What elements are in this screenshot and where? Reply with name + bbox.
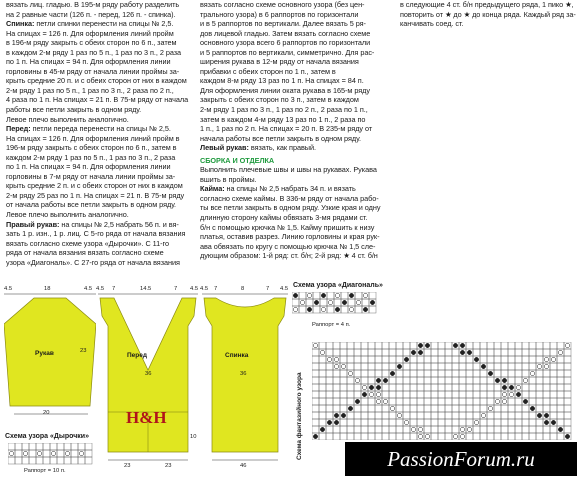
text-line: по 1 п. На спицах = 94 п. Для оформления линии xyxy=(6,57,171,67)
text-line: ширения рукава в 12-м ряду от начала вязания xyxy=(200,57,359,67)
front-measure-bot-left: 23 xyxy=(124,463,131,469)
text-line: ава обвязать по кругу с помощью крючка № 1,5 сле- xyxy=(200,241,376,251)
text-line: 4 раза по 1 п. На спицах = 21 п. В 75-м ряду от начала xyxy=(6,95,189,105)
text-line: основного узора всего 6 раппортов по горизонтали xyxy=(200,38,371,48)
sleeve-pattern xyxy=(4,290,96,426)
text-line: трального узора) в 6 раппортов по горизонтали xyxy=(200,9,359,19)
front-pattern xyxy=(96,290,200,470)
text-line: горловины в 7-м ряду от начала линии проймы за- xyxy=(6,171,176,181)
text-line: б/н с помощью крючка № 1,5. Кайму пришить к низу xyxy=(200,222,375,232)
text-line: канчивать соед. ст. xyxy=(400,19,464,29)
text-line: 196-м ряду закрыть с обеих сторон по 6 п., затем в xyxy=(6,143,177,153)
text-column-3 xyxy=(400,0,580,29)
front-measure-mid: 36 xyxy=(145,371,152,377)
dyrochki-rapport: Раппорт = 10 п. xyxy=(24,468,66,474)
sleeve-measure-right: 4.5 xyxy=(84,286,93,292)
text-line: зать 1 р. изн., 1 р. лиц. С 5-го ряда от начала вязания xyxy=(6,229,186,239)
back-measure-bottom: 46 xyxy=(240,463,247,469)
text-line: СБОРКА И ОТДЕЛКА xyxy=(200,155,275,165)
text-line: узора «Диагональ». С 27-го ряда от начала вязания xyxy=(6,257,180,267)
text-line: на 2 равные части (126 п. - перед, 126 п. - спинка). xyxy=(6,9,176,19)
text-line: ряда от начала вязания вязать согласно схеме xyxy=(6,248,164,258)
front-measure-1: 4.5 xyxy=(96,286,105,292)
text-line: каждом 8-м ряду 13 раз по 1 п. На спицах = 84 п. xyxy=(200,76,364,86)
text-line: платья, оставив разрез. Линию горловины и края рук- xyxy=(200,232,380,242)
back-label: Спинка xyxy=(225,352,249,359)
text-line: согласно схеме каймы. В 336-м ряду от начала рабо- xyxy=(200,193,379,203)
text-line: от начала работы все петли закрыть в одном ряду. xyxy=(6,200,177,210)
back-measure-1: 4.5 xyxy=(200,286,209,292)
text-line: 1 п., 1 раз по 2 п. На спицах = 20 п. В 235-м ряду от xyxy=(200,124,373,134)
back-measure-4: 7 xyxy=(266,286,270,292)
text-line: в следующие 4 ст. б/н предыдущего ряда, 1 пико ★, xyxy=(400,0,574,9)
text-line: Левый рукав: вязать, как правый. xyxy=(200,143,316,153)
text-line: работы все петли закрыть в одном ряду. xyxy=(6,105,142,115)
dyrochki-title: Схема узора «Дырочки» xyxy=(5,433,89,440)
text-line: Выполнить плечевые швы и швы на рукавах. Рукава xyxy=(200,165,377,175)
diagonal-rapport: Раппорт = 4 п. xyxy=(312,322,351,328)
text-line: прибавки с обеих сторон по 1 п., затем в xyxy=(200,66,336,76)
back-measure-2: 7 xyxy=(214,286,218,292)
sleeve-measure-top: 18 xyxy=(44,286,51,292)
text-line: 2-м ряду 25 раз по 1 п. На спицах = 21 п. В 75-м ряду xyxy=(6,190,185,200)
main-pattern-chart xyxy=(312,342,574,440)
text-line: вязать лиц. гладью. В 195-м ряду работу разделить xyxy=(6,0,180,9)
front-measure-5: 4.5 xyxy=(190,286,199,292)
text-line: Левое плечо выполнить аналогично. xyxy=(6,114,129,124)
text-line: повторить от ★ до ★ до конца ряда. Каждый ряд за- xyxy=(400,9,576,19)
text-line: горловины в 45-м ряду от начала линии проймы за- xyxy=(6,66,180,76)
front-measure-2: 7 xyxy=(112,286,116,292)
text-line: крыть средние 2 п. и с обеих сторон от них в каждом xyxy=(6,181,183,191)
front-measure-3: 14.5 xyxy=(140,286,152,292)
front-label: Перед xyxy=(127,352,147,359)
text-line: вязать согласно схеме основного узора (без цен- xyxy=(200,0,365,9)
text-line: вшить в проймы. xyxy=(200,174,257,184)
text-line: длинную сторону каймы обвязать 3-мя рядами ст. xyxy=(200,213,368,223)
diagonal-title: Схема узора «Диагональ» xyxy=(293,282,383,289)
text-line: Правый рукав: на спицы № 2,5 набрать 56 п. и вя- xyxy=(6,219,179,229)
main-chart-title: Схема фантазийного узора xyxy=(296,372,303,460)
text-line: дов лицевой гладью. Затем вязать согласно схеме xyxy=(200,28,371,38)
text-line: закрыть с обеих сторон по 3 п., затем в каждом xyxy=(200,95,359,105)
text-line: затем в каждом 4-м ряду 13 раз по 1 п., 2 раза по xyxy=(200,114,366,124)
text-column-1 xyxy=(6,0,196,267)
text-line: каждом 2-м ряду 1 раз по 5 п., 1 раз по 3 п., 2 раза xyxy=(6,152,176,162)
text-line: вязать согласно схеме узора «Дырочки». С 11-го xyxy=(6,238,169,248)
text-line: и в 5 раппортов по вертикали. Далее вязать 5 ря- xyxy=(200,19,366,29)
front-measure-4: 7 xyxy=(174,286,178,292)
text-line: 2-м ряду 1 раз по 5 п., 1 раз по 3 п., 2 раза по 2 п., xyxy=(6,85,174,95)
text-line: ты все петли закрыть в одном ряду. Узкие края и одну xyxy=(200,203,381,213)
text-line: Кайма: на спицы № 2,5 набрать 34 п. и вязать xyxy=(200,184,356,194)
text-line: На спицах = 126 п. Для оформления линий пройм xyxy=(6,28,174,38)
text-line: дующим образом: 1-й ряд: ст. б/н; 2-й ряд: ★ 4 ст. б/н xyxy=(200,251,378,261)
hh-logo: H&H xyxy=(126,408,167,427)
dyrochki-grid xyxy=(8,443,94,465)
sleeve-measure-side: 23 xyxy=(80,348,87,354)
text-line: крыть средние 20 п. и с обеих сторон от них в каждом xyxy=(6,76,187,86)
text-line: Перед: петли переда перенести на спицы № 2,5. xyxy=(6,124,171,134)
back-measure-5: 4.5 xyxy=(280,286,289,292)
back-measure-mid: 36 xyxy=(240,371,247,377)
sleeve-label: Рукав xyxy=(35,350,54,357)
front-measure-side: 10 xyxy=(190,434,197,440)
text-line: в каждом 2-м ряду 1 раз по 5 п., 1 раз по 3 п., 2 раза xyxy=(6,47,182,57)
diagonal-grid xyxy=(292,292,378,318)
watermark xyxy=(345,442,577,476)
back-measure-3: 8 xyxy=(241,286,245,292)
text-line: и 5 раппортов по вертикали, симметрично. Для рас- xyxy=(200,47,375,57)
watermark-text: PassionForum.ru xyxy=(387,447,535,471)
sleeve-measure-left: 4.5 xyxy=(4,286,13,292)
text-line: Левое плечо выполнить аналогично. xyxy=(6,210,129,220)
text-column-2 xyxy=(200,0,390,261)
text-line: в 196-м ряду закрыть с обеих сторон по 6 п., затем xyxy=(6,38,177,48)
back-pattern xyxy=(200,290,290,470)
sleeve-measure-bottom: 20 xyxy=(43,410,50,416)
text-line: по 1 п. На спицах = 94 п. Для оформления линии xyxy=(6,162,171,172)
text-line: Для оформления линии оката рукава в 165-м ряду xyxy=(200,85,370,95)
text-line: На спицах = 126 п. Для оформления линий пройм в xyxy=(6,133,180,143)
text-line: начала работы все петли закрыть в одном ряду. xyxy=(200,133,361,143)
text-line: Спинка: петли спинки перенести на спицы № 2,5. xyxy=(6,19,174,29)
text-line: 2-м ряду 1 раз по 3 п., 1 раз по 2 п., 2 раза по 1 п., xyxy=(200,105,368,115)
front-measure-bot-right: 23 xyxy=(165,463,172,469)
